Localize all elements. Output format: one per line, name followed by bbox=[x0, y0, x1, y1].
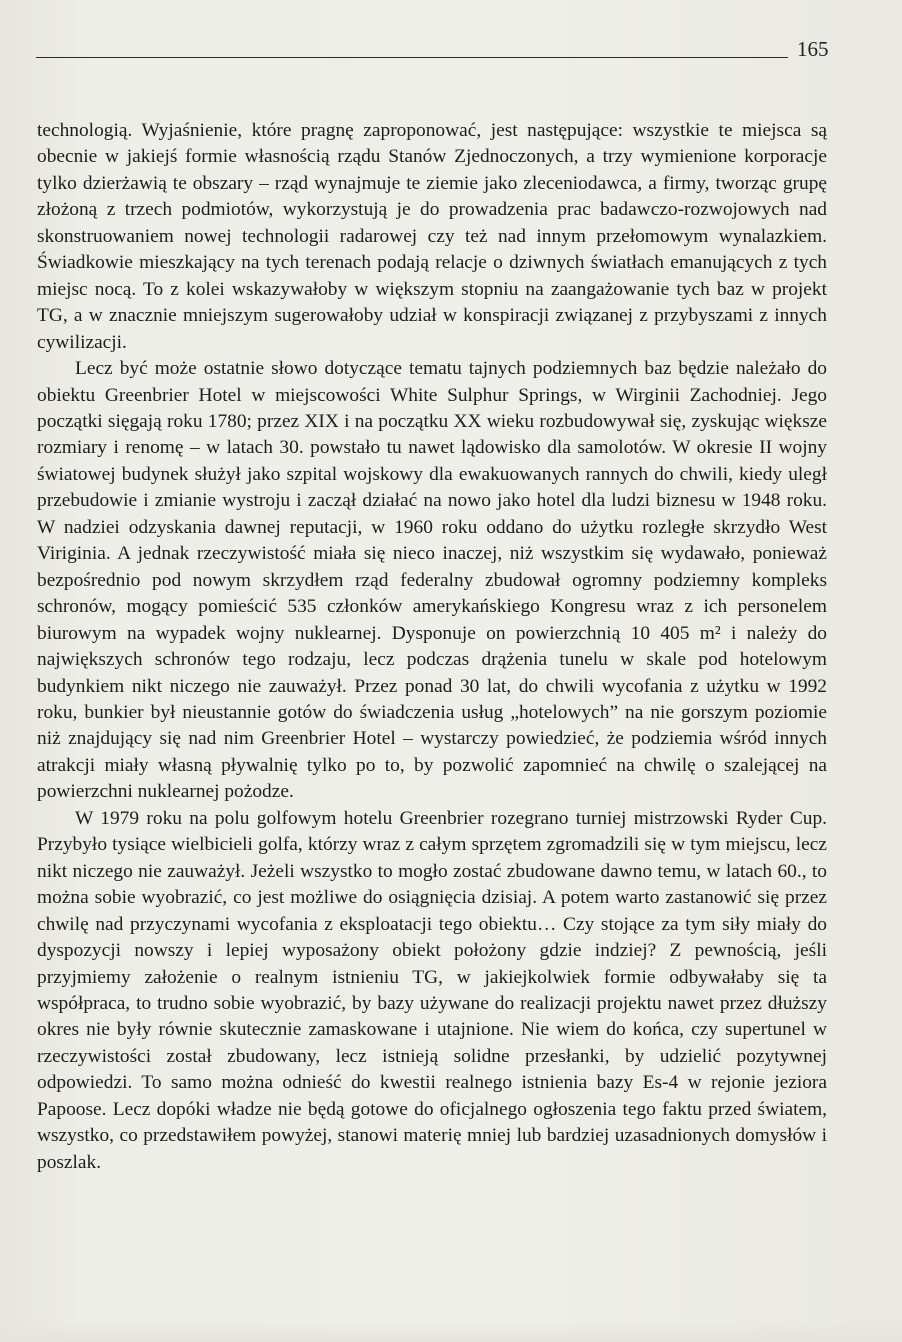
paragraph-2: Lecz być może ostatnie słowo dotyczące tematu tajnych podziemnych baz będzie należało do obiektu Greenbrier Hotel w miejscowości White Sulphur Springs, w Wirginii Zachodniej. Jego początki sięgają roku 1780; przez XIX i na początku XX wieku rozbudowywał się, zyskując większe rozmiary i renomę – w latach 30. powstało tu nawet lądowisko dla samolotów. W okresie II wojny światowej budynek służył jako szpital wojskowy dla ewakuowanych rannych do chwili, kiedy uległ przebudowie i zmianie wystroju i zaczął działać na nowo jako hotel dla ludzi biznesu w 1948 roku. W nadziei odzyskania dawnej reputacji, w 1960 roku oddano do użytku rozległe skrzydło West Viriginia. A jednak rzeczywistość miała się nieco inaczej, niż wszystkim się wydawało, ponieważ bezpośrednio pod nowym skrzydłem rząd federalny zbudował ogromny podziemny kompleks schronów, mogący pomieścić 535 członków amerykańskiego Kongresu wraz z ich personelem biurowym na wypadek wojny nuklearnej. Dysponuje on powierzchnią 10 405 m² i należy do największych schronów tego rodzaju, lecz podczas drążenia tunelu w skale pod hotelowym budynkiem nikt niczego nie zauważył. Przez ponad 30 lat, do chwili wycofania z użytku w 1992 roku, bunkier był nieustannie gotów do świadczenia usług „hotelowych” na nie gorszym poziomie niż znajdujący się nad nim Greenbrier Hotel – wystarczy powiedzieć, że podziemia wśród innych atrakcji miały własną pływalnię tylko po to, by pozwolić zapomnieć na chwilę o szalejącej na powierzchni nuklearnej pożodze. bbox=[37, 358, 827, 803]
paragraph-3: W 1979 roku na polu golfowym hotelu Greenbrier rozegrano turniej mistrzowski Ryder Cup. Przybyło tysiące wielbicieli golfa, którzy wraz z całym sprzętem zgromadzili się w tym miejscu, lecz nikt niczego nie zauważył. Jeżeli wszystko to mogło zostać zbudowane dawno temu, w latach 60., to można sobie wyobrazić, co jest możliwe do osiągnięcia dzisiaj. A potem warto zastanowić się przez chwilę nad przyczynami wycofania z eksploatacji tego obiektu… Czy stojące za tym siły miały do dyspozycji nowszy i lepiej wyposażony obiekt położony gdzie indziej? Z pewnością, jeśli przyjmiemy założenie o realnym istnieniu TG, w jakiejkolwiek formie odbywałaby się ta współpraca, to trudno sobie wyobrazić, by bazy używane do realizacji projektu nawet przez dłuższy okres nie były równie skutecznie zamaskowane i utajnione. Nie wiem do końca, czy supertunel w rzeczywistości został zbudowany, lecz istnieją solidne przesłanki, by udzielić pozytywnej odpowiedzi. To samo można odnieść do kwestii realnego istnienia bazy Es-4 w rejonie jeziora Papoose. Lecz dopóki władze nie będą gotowe do oficjalnego ogłoszenia tego faktu przed światem, wszystko, co przedstawiłem powyżej, stanowi materię mniej lub bardziej uzasadnionych domysłów i poszlak. bbox=[37, 807, 827, 1173]
header-rule bbox=[36, 57, 788, 58]
paragraph-1: technologią. Wyjaśnienie, które pragnę zaproponować, jest następujące: wszystkie te miejsca są obecnie w jakiejś formie własnością rządu Stanów Zjednoczonych, a trzy wymienione korporacje tylko dzierżawią te obszary – rząd wynajmuje te ziemie jako zleceniodawca, a firmy, tworząc grupę złożoną z trzech podmiotów, wykorzystują je do prowadzenia prac badawczo-rozwojowych nad skonstruowaniem nowej technologii radarowej czy też nad innym przełomowym wynalazkiem. Świadkowie mieszkający na tych terenach podają relacje o dziwnych światłach emanujących z tych miejsc nocą. To z kolei wskazywałoby w większym stopniu na zaangażowanie tych baz w projekt TG, a w znacznie mniejszym sugerowałoby udział w konspiracji związanej z przybyszami z innych cywilizacji. bbox=[37, 120, 827, 353]
page-number: 165 bbox=[797, 37, 829, 61]
body-text bbox=[37, 118, 827, 1176]
page-bottom-shading bbox=[0, 1320, 902, 1342]
